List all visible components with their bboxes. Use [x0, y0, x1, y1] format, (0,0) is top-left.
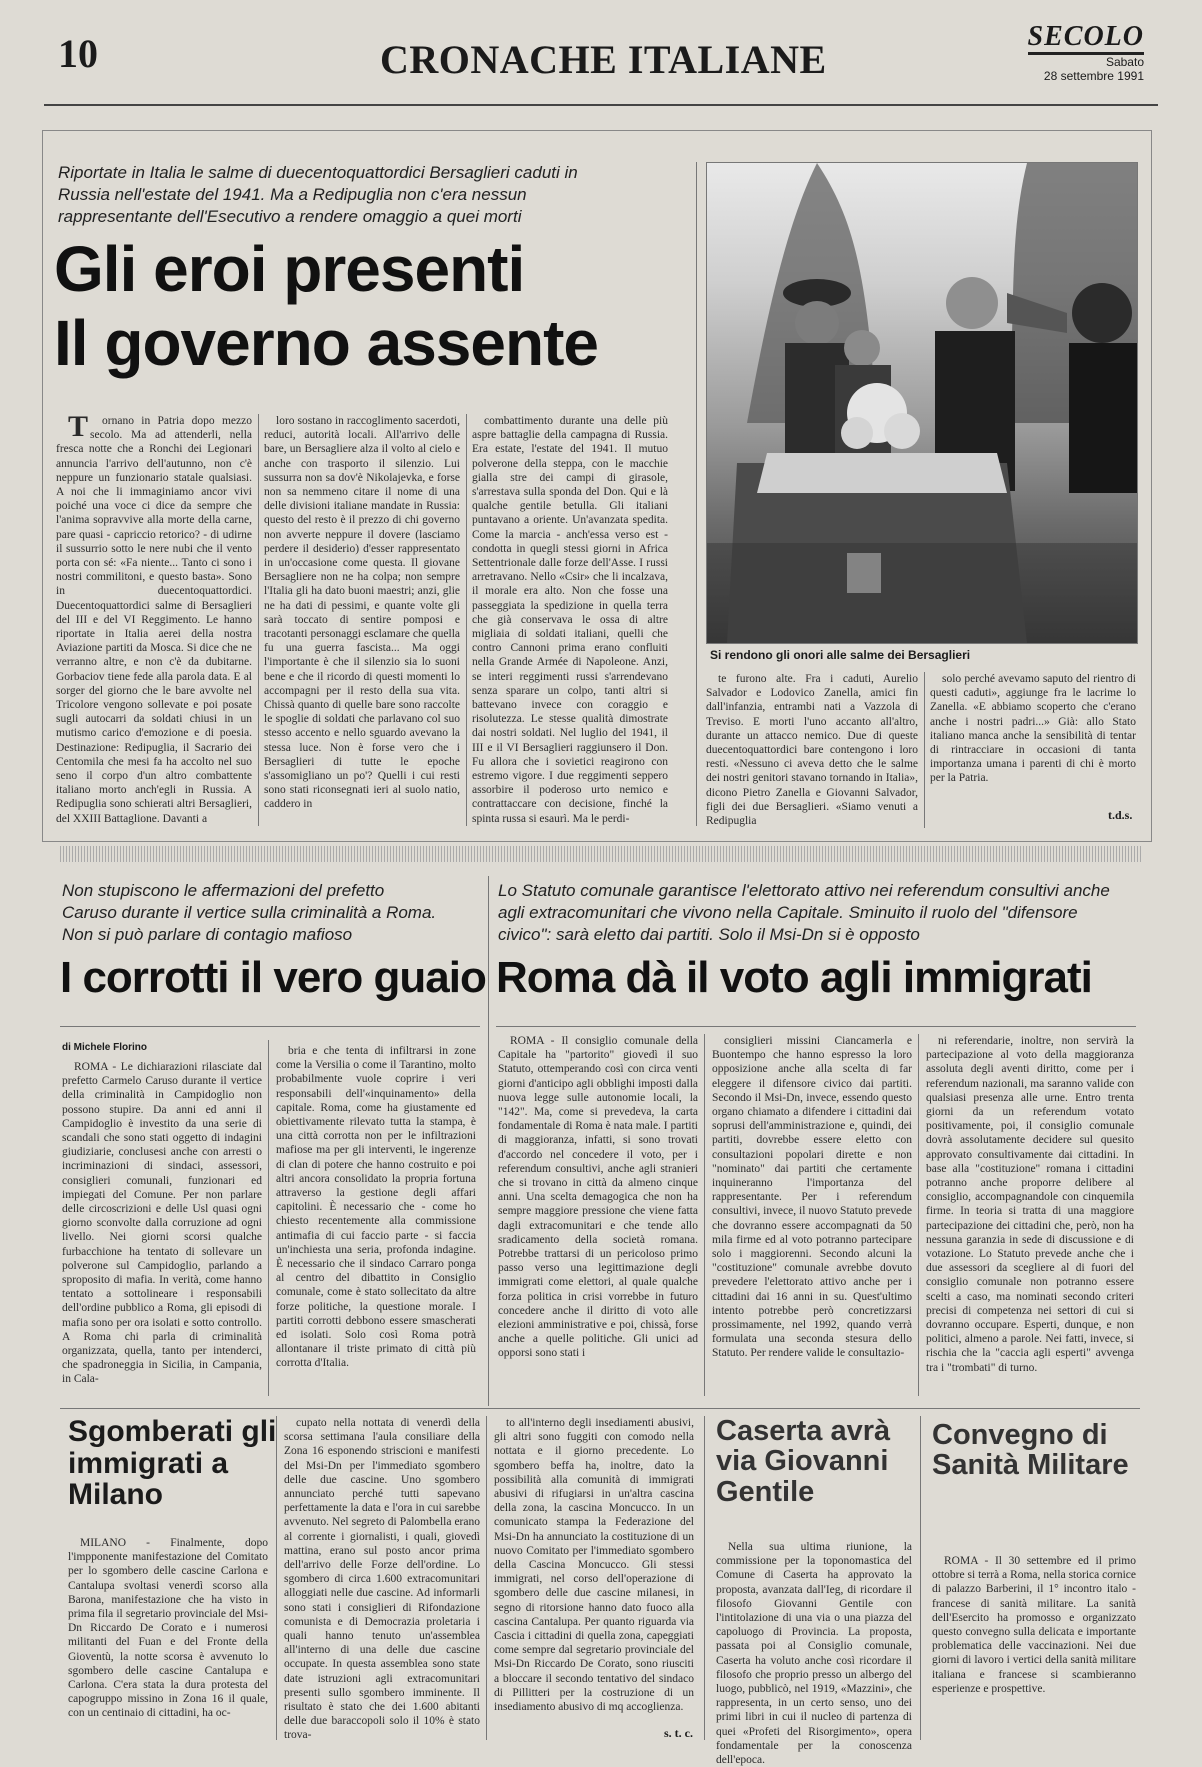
- caserta-body: Nella sua ultima riunione, la commissione per la toponomastica del Comune di Caserta ha approvato la proposta, avanzata dall'Ieg, di ricordare il filosofo Giovanni Gentile con l'intitolazione di una via o una piazza del capoluogo di Provincia. La proposta, passata poi al Consiglio comunale, Caserta ha voluto anche così ricordare il filosofo che proprio presso un albergo del luogo, pubblicò, nel 1919, «Mazzini», che rappresenta, in un certo senso, uno dei primi libri in cui il nucleo di partenza di quei «Profeti del Risorgimento», opera fondamentale per la conoscenza dell'epoca.: [716, 1541, 912, 1767]
- top-signature: t.d.s.: [1108, 808, 1133, 822]
- top-article-col4: te furono alte. Fra i caduti, Aurelio Salvador e Lodovico Zanella, amici fin dall'infanzia, entrambi nati a Vazzola di Treviso. E morti l'uno accanto all'altro, durante un attacco nemico. Due di queste duecentoquattordici bare contengono i loro resti. «Nessuno ci aveva detto che le salme dei nostri genitori stavano tornando in Italia», dicono Pietro Zanella e Giovanni Salvador, figli dei due Bersaglieri. «Siamo venuti a Redipuglia: [706, 673, 918, 828]
- caserta-headline: Caserta avrà via Giovanni Gentile: [716, 1415, 891, 1508]
- issue-day: Sabato: [1105, 55, 1144, 69]
- section-divider: [488, 876, 489, 1406]
- section-separator: [60, 846, 1142, 862]
- headline-rule: [60, 1026, 480, 1027]
- section-divider: [920, 1416, 921, 1740]
- section-rule: [60, 1408, 1140, 1409]
- right-article-col1: ROMA - Il consiglio comunale della Capitale ha "partorito" giovedì il suo Statuto, ottemperando così con circa venti giorni d'anticipo agli obblighi imposti dalla nuova legge sulle autonomie locali, la "142". Ma, come si prevedeva, la carta fondamentale di Roma è nata male. I partiti di maggioranza, infatti, si sono trovati d'accordo nel concedere il voto, per i referendum consultivi, anche agli stranieri che si trovano in città da almeno cinque anni. Una scelta demagogica che non ha sempre maggiore pressione che viene fatta dagli extracomunitari e che tende allo sradicamento della società romana. Potrebbe trattarsi di un pericoloso primo passo verso una legittimazione degli immigrati come elettori, al quale qualche forza politica in crisi vorrebbe in futuro concedere anche il diritto di voto alle elezioni amministrative e poi, chissà, forse anche a quelle politiche. Gli unici ad opporsi sono stati i: [498, 1035, 698, 1360]
- right-headline: Roma dà il voto agli immigrati: [496, 953, 1092, 1002]
- column-rule: [466, 414, 467, 826]
- bersaglieri-photo: [706, 162, 1138, 644]
- column-rule: [696, 162, 697, 826]
- right-kicker: Lo Statuto comunale garantisce l'elettorato attivo nei referendum consultivi anche agli extracomunitari che vivono nella Capitale. Sminuito il ruolo del "difensore civico": sarà eletto dai partiti. Solo il Msi-Dn si è opposto: [498, 881, 1110, 944]
- issue-date: 28 settembre 1991: [1043, 69, 1144, 83]
- convegno-body: ROMA - Il 30 settembre ed il primo ottobre si terrà a Roma, nella storica cornice di palazzo Barberini, il 1° incontro italo - francese di sanità militare. La sanità dell'Esercito ha promosso e organizzato questo convegno sulla delicata e importante problematica delle vaccinazioni. Nei due giorni di lavoro i vertici della sanità militare italiana e francese si scambieranno esperienze e prospettive.: [932, 1555, 1136, 1695]
- header-rule: [44, 104, 1158, 106]
- section-title: CRONACHE ITALIANE: [380, 37, 827, 82]
- column-rule: [704, 1034, 705, 1396]
- milano-col3: to all'interno degli insediamenti abusivi, gli altri sono fuggiti con comodo nella nottata e il giorno precedente. Lo sgombero beffa ha, inoltre, dato la possibilità alla comunità di immigrati abusivi di rifugiarsi in un'altra cascina della zona, la cascina Moncucco. In un comunicato stampa la Federazione del Msi-Dn ha annunciato la costituzione di un nuovo Comitato per l'immediato sgombero della Cascina Moncucco. Gli stessi immigrati, nel corso dell'operazione di sgombero delle due cascine milanesi, in segno di ritorsione hanno dato fuoco alla cascina Cantalupa. Per quanto riguarda via Cascia i cittadini di quella zona, capeggiati come sempre dal segretario provinciale del Msi-Dn Riccardo De Corato, sono riusciti a bloccare il secondo tentativo del sindaco di Pillitteri per la costruzione di un insediamento abusivo di mq accoglienza.: [494, 1417, 694, 1714]
- column-rule: [486, 1416, 487, 1740]
- page-number: 10: [58, 31, 98, 76]
- top-headline-1: Gli eroi presenti: [54, 233, 525, 305]
- top-article-col1: Tornano in Patria dopo mezzo secolo. Ma ad attenderli, nella fresca notte che a Ronchi dei Legionari annuncia l'arrivo dell'autunno, non c'è neppure un funzionario statale qualsiasi. A noi che li immaginiamo ancor vivi poiché una voce ci dice da sempre che l'anima sopravvive alla morte della carne, pare quasi - capriccio retorico? - di udirne il sussurrio sotto le nere nubi che il vento porta con sé: «Fa niente... Tanto ci sono i nostri commilitoni, e questo basta». Sono in duecentoquattordici. Duecentoquattordici salme di Bersaglieri del III e del VI Reggimento. Le hanno riportate in Italia aerei della nostra Aviazione partiti da Mosca. Si dice che ne verranno altre, e non c'è da dubitarne. Gorbaciov tiene fede alla parola data. E al sorger del giorno che le bare avvolte nel Tricolore vengono sollevate e poi posate sugli autocarri da soldati chiusi in un mutismo carico d'emozione e di poesia. Destinazione: Redipuglia, il Sacrario dei Centomila che mesi fa ha accolto nel suo seno il corpo d'un altro combattente italiano morto anch'egli in Russia. A Redipuglia sono schierati altri Bersaglieri, del XXIII Battaglione. Davanti a: [56, 410, 252, 825]
- column-rule: [276, 1416, 277, 1740]
- top-article-col5: solo perché avevamo saputo del rientro di questi caduti», aggiunge fra le lacrime lo Zanella. «E abbiamo scoperto che c'erano anche i nostri padri...» Già: allo Stato italiano manca anche la sensibilità di tentar di rintracciare in occasioni di tanta importanza umana i parenti di chi è morto per la Patria.: [930, 673, 1136, 785]
- section-divider: [704, 1416, 705, 1740]
- milano-headline: Sgomberati gli immigrati a Milano: [68, 1415, 277, 1511]
- top-article-col2: loro sostano in raccoglimento sacerdoti, reduci, autorità locali. All'arrivo delle bare, un Bersagliere alza il volto al cielo e anche con trasporto il silenzio. Lui sussurra non sa dov'è Nikolajevka, e forse non sa nemmeno citare il nome di una delle divisioni italiane mandate in Russia: questo del resto è il prezzo di chi governo non avverte neppure il dovere (lasciamo perdere il desiderio) d'esser rappresentato in un'occasione come questa. Il giovane Bersagliere non ne ha colpa; non sempre l'Italia gli ha dato buoni maestri; anzi, glie ne ha dati di pessimi, e quante volte gli sarà toccato di sentire pomposi e tracotanti personaggi esclamare che quella fu una guerra fascista... Ma oggi l'importante è che il silenzio sia lo suoni bene e che il ricordo di questi momenti lo accompagni per il resto della sua vita. Chissà quanto di quelle bare sono raccolte le spoglie di soldati che parlavano col suo stesso accento e nello sguardo avevano la stessa luce. Non è forse vero che i Bersaglieri di tutte le epoche s'assomigliano un po'? Quelli i cui resti sono stati riconsegnati ieri al suolo natio, caddero in: [264, 415, 460, 811]
- right-article-col3: ni referendarie, inoltre, non servirà la partecipazione al voto della maggioranza assoluta degli aventi diritto, come per i referendum nazionali, ma saranno valide con qualsiasi presenza alle urne. Entro trenta giorni da un referendum votato positivamente, poi, il consiglio comunale dovrà assolutamente decidere sul quesito approvato consultivamente dai cittadini. In base alla "costituzione" romana i cittadini potranno anche proporre delibere al consiglio, accompagnandole con cinquemila firme. In teoria si tratta di una maggiore partecipazione dei cittadini che, però, non ha nessuna garanzia in sede di discussione e di votazione. Lo Statuto prevede anche che i due assessori da scegliere al di fuori del consiglio comunale non potranno essere scelti a caso, ma nominati secondo criteri precisi di competenza nei settori di cui si dovranno occupare. Esperti, dunque, e non politici, almeno a parole. Nei fatti, invece, si rischia che la "caccia agli esperti" avvenga tra i "trombati" di turno.: [926, 1035, 1134, 1374]
- top-article-col3: combattimento durante una delle più aspre battaglie della campagna di Russia. Era estate, l'estate del 1941. Il mutuo polverone della steppa, con le macchie gialla stre dei campi di girasole, s'arrestava sulla sponda del Don. Qui e là qualche gentile betulla. Gli italiani puntavano a oriente. Un'avanzata spedita. Come la marcia - anch'essa verso est - condotta in quegli stessi giorni in Africa Settentrionale dalle forze dell'Asse. I russi arretravano. Nello «Csir» che li incalzava, il morale era alto. Non che fosse una passeggiata la spedizione in quella terra che già conservava le ossa di altre migliaia di soldati italiani, quelli che contro Cannoni prima erano confluiti nella Grande Armée di Napoleone. Anzi, se interi reggimenti russi s'arrendevano senza sparare un colpo, tanti altri si battevano invece con coraggio e risolutezza. Le stesse qualità dimostrate dai nostri soldati. Nel luglio del 1941, il III e il VI Bersaglieri raggiunsero il Don. Fu allora che i sovietici reagirono con estremo vigore. I due reggimenti seppero assorbire il poderoso urto nemico e contrattaccare con decisione, finché la spinta russa si esaurì. Ma le perdi-: [472, 415, 668, 825]
- left-byline: di Michele Florino: [62, 1042, 148, 1053]
- milano-signature: s. t. c.: [664, 1726, 693, 1740]
- photo-caption: Si rendono gli onori alle salme dei Bersaglieri: [710, 648, 971, 662]
- top-kicker: Riportate in Italia le salme di duecentoquattordici Bersaglieri caduti in Russia nell'estate del 1941. Ma a Redipuglia non c'era nessun rappresentante dell'Esecutivo a rendere omaggio a quei morti: [58, 163, 578, 226]
- top-headline-2: Il governo assente: [54, 307, 598, 379]
- left-headline: I corrotti il vero guaio: [60, 953, 486, 1002]
- column-rule: [268, 1040, 269, 1396]
- left-article-col2: bria e che tenta di infiltrarsi in zone come la Versilia o come il Tarantino, molto probabilmente vuole coprire i veri responsabili dell'«inquinamento» della capitale. Roma, come ha giustamente ed obiettivamente rilevato tutta la stampa, è una città corrotta non per le infiltrazioni mafiose ma per gli interventi, le ingerenze di clan di potere che hanno costruito e poi altri ancora consolidato la propria fortuna attraverso la gestione degli affari capitolini. È necessario che - come ho chiesto recentemente alla commissione antimafia di cui faccio parte - si faccia un'inchiesta una seria, profonda indagine. È necessario che il sindaco Carraro ponga al centro del dibattito in Consiglio comunale, come è stato sollecitato da altre forze politiche, la questione morale. I partiti corrotti debbono essere smascherati ed isolati. Solo così Roma potrà allontanare il triste primato di città più corrotta d'Italia.: [276, 1045, 476, 1370]
- headline-rule: [496, 1026, 1136, 1027]
- left-kicker: Non stupiscono le affermazioni del prefetto Caruso durante il vertice sulla criminalità a Roma. Non si può parlare di contagio mafioso: [62, 881, 437, 944]
- column-rule: [924, 672, 925, 828]
- masthead: [1028, 22, 1144, 83]
- column-rule: [258, 414, 259, 826]
- left-article-col1: ROMA - Le dichiarazioni rilasciate dal prefetto Carmelo Caruso durante il vertice della criminalità in Campidoglio non possono stupire. Da anni ed anni il Campidoglio è investito da una serie di scandali che sono stati oggetto di indagini giudiziarie, conclusesi anche con arresti o incriminazioni di sindaci, assessori, consiglieri comunali, funzionari ed impiegati del Comune. Per non parlare delle circoscrizioni e delle Usl quasi ogni giorno sconvolte dalla corruzione ad ogni livello. Nei giorni scorsi qualche furbacchione ha tentato di sollevare un polverone sul Campidoglio, parlando a sproposito di mafia. In verità, come hanno tentato a sottolineare i responsabili dell'ordine pubblico a Roma, gli episodi di mafia sono per ora isolati e sotto controllo. A Roma chi parla di criminalità organizzata, quella, tanto per intenderci, che spadroneggia in Sicilia, in Campania, in Cala-: [62, 1061, 262, 1386]
- right-article-col2: consiglieri missini Ciancamerla e Buontempo che hanno espresso la loro opposizione anche alla scelta di far eleggere il difensore civico dai partiti. Secondo il Msi-Dn, invece, essendo questo organo chiamato a difendere i cittadini dai soprusi dell'amministrazione e, quindi, dei partiti, dovrebbe essere eletto con consultazioni popolari dirette e non "nominato" dai partiti che certamente inquineranno l'importanza del rappresentante. Per i referendum consultivi, invece, il nuovo Statuto prevede che dovranno essere accompagnati da 50 mila firme ed al voto potranno partecipare solo i maggiorenni. Secondo alcuni la "costituzione" comunale avrebbe dovuto prevedere l'elettorato attivo anche per i cittadini dai 16 anni in su. Quest'ultimo intento potrebbe però concretizzarsi prossimamente, nel 1992, quando verrà formulata una seconda stesura dello Statuto. Per rendere valide le consultazio-: [712, 1035, 912, 1360]
- column-rule: [918, 1034, 919, 1396]
- milano-col1: MILANO - Finalmente, dopo l'impponente manifestazione del Comitato per lo sgombero delle cascine Carlona e Cantalupa svoltasi venerdì scorso alla Barona, manifestazione che ha visto in prima fila il segretario provinciale del Msi-Dn Riccardo De Corato e i numerosi militanti del Fuan e del Fronte della Gioventù, la notte scorsa è avvenuto lo sgombero delle cascine Cantalupa e Carlona. C'era stata la dura protesta del capogruppo missino in Zona 16 il quale, con un centinaio di cittadini, ha oc-: [68, 1537, 268, 1720]
- milano-col2: cupato nella nottata di venerdì della scorsa settimana l'aula consiliare della Zona 16 esponendo striscioni e manifesti del Msi-Dn per l'immediato sgombero delle due cascine. Uno sgombero annunciato perché tutti sapevano perfettamente la data e l'ora in cui sarebbe avvenuto. Nel segreto di Palombella erano al corrente i giornalisti, i quali, giovedì mattina, erano sul posto ancor prima dell'arrivo delle Forze dell'ordine. Lo sgombero di circa 1.600 extracomunitari alloggiati nelle due cascine. Ad informarli sono stati i consiglieri di Rifondazione comunista e di Democrazia proletaria i quali hanno tenuto un'assemblea all'interno di una delle due cascine occupate. In questa assemblea sono state date istruzioni agli extracomunitari presenti sullo sgombero imminente. Il risultato è stato che dei 1.600 abitanti delle due baraccopoli solo il 10% è stato trova-: [284, 1417, 480, 1742]
- convegno-headline: Convegno di Sanità Militare: [932, 1419, 1129, 1482]
- photo-illustration: [707, 163, 1137, 643]
- paper-name: SECOLO: [1028, 22, 1144, 55]
